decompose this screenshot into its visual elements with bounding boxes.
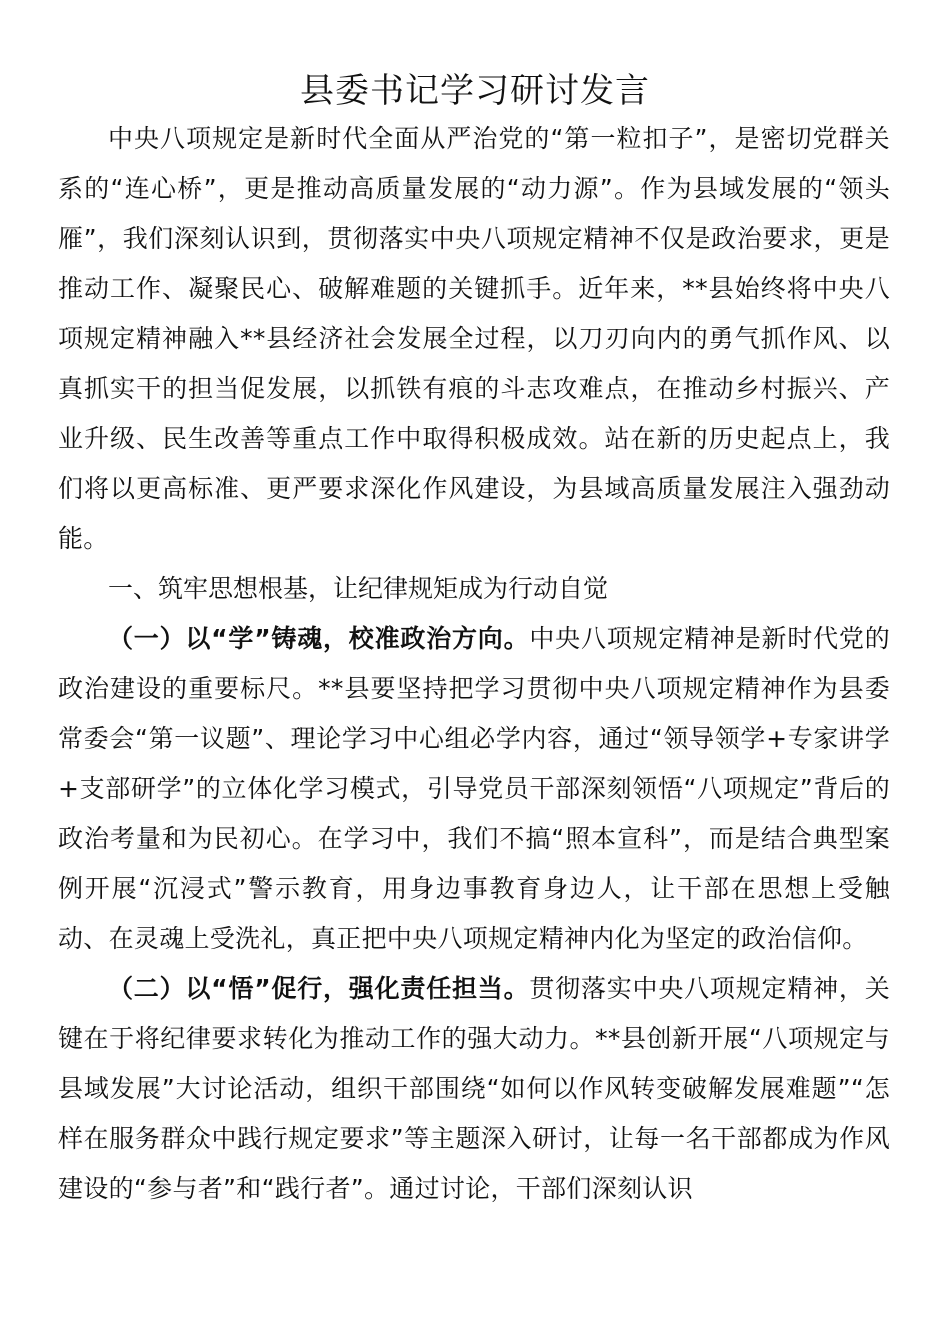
subsection-text-1: 中央八项规定精神是新时代党的政治建设的重要标尺。**县要坚持把学习贯彻中央八项规定精神作为县委常委会“第一议题”、理论学习中心组必学内容，通过“领导领学+专家讲学+支部研学”的立体化学习模式，引导党员干部深刻领悟“八项规定”背后的政治考量和为民初心。在学习中，我们不搞“照本宣科”，而是结合典型案例开展“沉浸式”警示教育，用身边事教育身边人，让干部在思想上受触动、在灵魂上受洗礼，真正把中央八项规定精神内化为坚定的政治信仰。: [58, 624, 891, 953]
subsection-paragraph-1: [58, 614, 890, 964]
intro-paragraph: 中央八项规定是新时代全面从严治党的“第一粒扣子”，是密切党群关系的“连心桥”，更是推动高质量发展的“动力源”。作为县域发展的“领头雁”，我们深刻认识到，贯彻落实中央八项规定精神不仅是政治要求，更是推动工作、凝聚民心、破解难题的关键抓手。近年来，**县始终将中央八项规定精神融入**县经济社会发展全过程，以刀刃向内的勇气抓作风、以真抓实干的担当促发展，以抓铁有痕的斗志攻难点，在推动乡村振兴、产业升级、民生改善等重点工作中取得积极成效。站在新的历史起点上，我们将以更高标准、更严要求深化作风建设，为县域高质量发展注入强劲动能。: [58, 124, 890, 553]
document-body: [58, 114, 890, 1214]
page-title: 县委书记学习研讨发言: [300, 71, 650, 111]
subsection-paragraph-2: [58, 964, 890, 1214]
subsection-lead-2: （二）以“悟”促行，强化责任担当。: [108, 974, 530, 1003]
subsection-lead-1: （一）以“学”铸魂，校准政治方向。: [108, 624, 530, 653]
subsection-text-2: 贯彻落实中央八项规定精神，关键在于将纪律要求转化为推动工作的强大动力。**县创新开展“八项规定与县域发展”大讨论活动，组织干部围绕“如何以作风转变破解发展难题”“怎样在服务群众中践行规定要求”等主题深入研讨，让每一名干部都成为作风建设的“参与者”和“践行者”。通过讨论，干部们深刻认识: [58, 974, 891, 1203]
section-heading-1: 一、筑牢思想根基，让纪律规矩成为行动自觉: [108, 574, 609, 603]
